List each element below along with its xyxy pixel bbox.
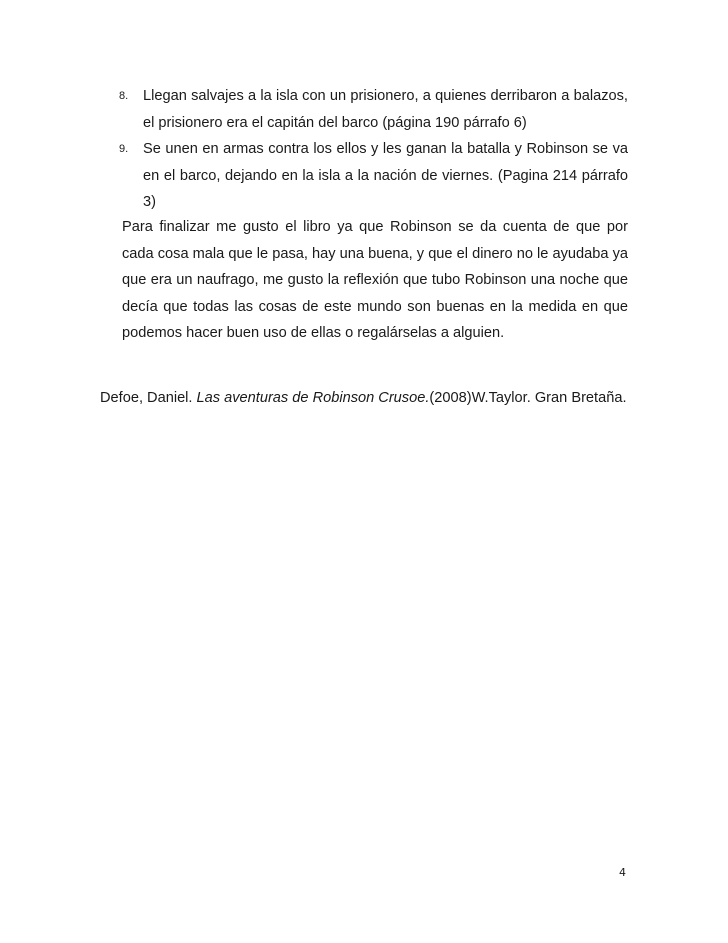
list-item [119,136,628,216]
bibliographic-citation [100,388,660,408]
citation-title: Las aventuras de Robinson Crusoe. [196,390,430,406]
page-number: 4 [619,866,626,879]
conclusion-paragraph: Para finalizar me gusto el libro ya que Robinson se da cuenta de que por cada cosa mala que le pasa, hay una buena, y que el dinero no le ayudaba ya que era un naufrago, me gusto la reflexión que tubo Robinson una noche que decía que todas las cosas de este mundo son buenas en la medida en que podemos hacer buen uso de ellas o regalárselas a alguien. [122,219,628,341]
list-item-number: 8. [119,90,129,102]
citation-publication: (2008)W.Taylor. Gran Bretaña. [429,390,627,406]
numbered-list [119,83,628,216]
citation-author: Defoe, Daniel. [100,390,193,406]
list-item-text: Llegan salvajes a la isla con un prisionero, a quienes derribaron a balazos, el prisionero era el capitán del barco (página 190 párrafo 6) [143,88,628,131]
list-item-number: 9. [119,143,129,155]
list-item [119,83,628,136]
list-item-text: Se unen en armas contra los ellos y les ganan la batalla y Robinson se va en el barco, dejando en la isla a la nación de viernes. (Pagina 214 párrafo 3) [143,141,628,210]
